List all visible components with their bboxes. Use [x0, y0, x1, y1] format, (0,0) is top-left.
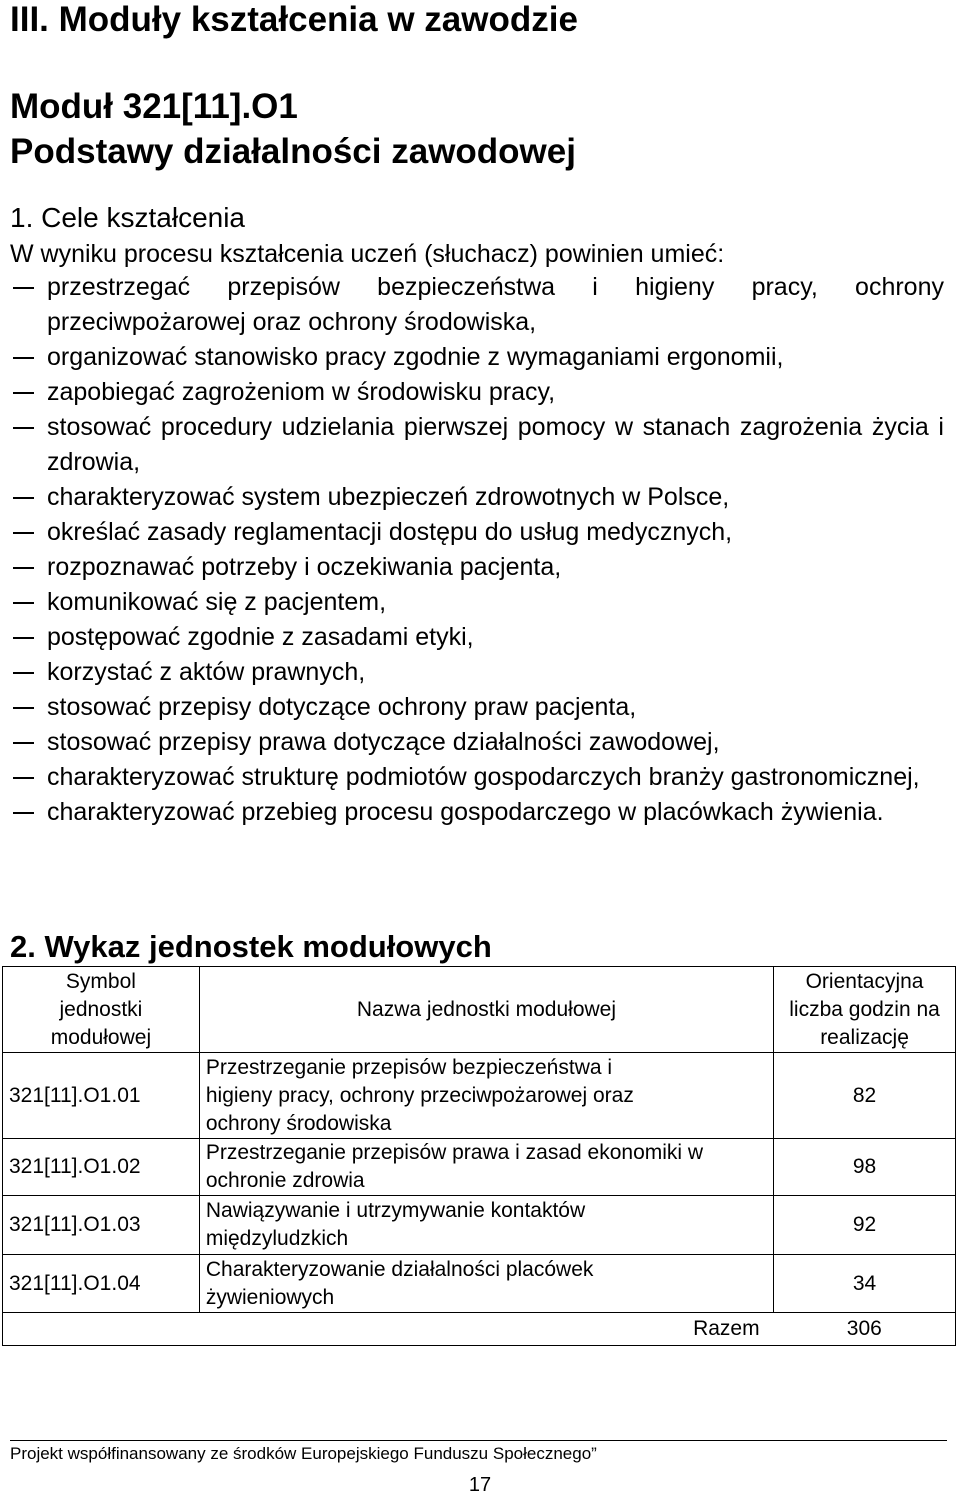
- dash-bullet: [13, 427, 34, 429]
- goal-text: stosować procedury udzielania pierwszej pomocy w stanach zagrożenia życia i zdrowia,: [47, 413, 944, 476]
- unit-hours: 98: [774, 1139, 956, 1196]
- goal-text: rozpoznawać potrzeby i oczekiwania pacjenta,: [47, 553, 562, 581]
- dash-bullet: [13, 357, 34, 359]
- goal-item: [10, 340, 944, 375]
- unit-symbol: 321[11].O1.04: [3, 1255, 200, 1313]
- unit-symbol: 321[11].O1.03: [3, 1196, 200, 1255]
- dash-bullet: [13, 392, 34, 394]
- goal-item: [10, 725, 944, 760]
- goal-item: [10, 655, 944, 690]
- dash-bullet: [13, 602, 34, 604]
- unit-name: Przestrzeganie przepisów bezpieczeństwa i higieny pracy, ochrony przeciwpożarowej oraz ochrony środowiska: [199, 1053, 773, 1139]
- goal-item: [10, 480, 944, 515]
- unit-symbol: 321[11].O1.02: [3, 1139, 200, 1196]
- goal-text: przestrzegać przepisów bezpieczeństwa i higieny pracy, ochrony przeciwpożarowej oraz ochrony środowiska,: [47, 273, 944, 336]
- dash-bullet: [13, 742, 34, 744]
- module-title: [10, 84, 576, 174]
- dash-bullet: [13, 707, 34, 709]
- table-row: [3, 1053, 956, 1139]
- dash-bullet: [13, 567, 34, 569]
- goal-text: stosować przepisy dotyczące ochrony praw pacjenta,: [47, 693, 637, 721]
- goals-list: [10, 270, 944, 830]
- dash-bullet: [13, 812, 34, 814]
- unit-name: Nawiązywanie i utrzymywanie kontaktów międzyludzkich: [199, 1196, 773, 1255]
- goal-text: charakteryzować system ubezpieczeń zdrowotnych w Polsce,: [47, 483, 730, 511]
- table-row: [3, 1139, 956, 1196]
- goal-text: charakteryzować strukturę podmiotów gospodarczych branży gastronomicznej,: [47, 763, 920, 791]
- module-name: Podstawy działalności zawodowej: [10, 132, 576, 171]
- unit-hours: 92: [774, 1196, 956, 1255]
- goal-item: [10, 585, 944, 620]
- goal-item: [10, 375, 944, 410]
- dash-bullet: [13, 497, 34, 499]
- footer-divider: [10, 1440, 947, 1441]
- modular-units-table: [2, 966, 956, 1346]
- total-value: 306: [774, 1313, 956, 1346]
- header-hours: Orientacyjna liczba godzin na realizację: [774, 967, 956, 1053]
- goal-item: [10, 690, 944, 725]
- goal-item: [10, 550, 944, 585]
- goal-text: charakteryzować przebieg procesu gospodarczego w placówkach żywienia.: [47, 798, 884, 826]
- goal-item: [10, 795, 944, 830]
- section-heading-units: 2. Wykaz jednostek modułowych: [10, 929, 492, 964]
- goal-item: [10, 270, 944, 340]
- unit-hours: 82: [774, 1053, 956, 1139]
- table-total-row: [3, 1313, 956, 1346]
- table-row: [3, 1196, 956, 1255]
- goal-text: zapobiegać zagrożeniom w środowisku pracy,: [47, 378, 556, 406]
- goal-text: postępować zgodnie z zasadami etyki,: [47, 623, 474, 651]
- goal-item: [10, 515, 944, 550]
- goal-text: określać zasady reglamentacji dostępu do usług medycznych,: [47, 518, 733, 546]
- dash-bullet: [13, 777, 34, 779]
- goal-text: organizować stanowisko pracy zgodnie z wymaganiami ergonomii,: [47, 343, 784, 371]
- total-label: Razem: [3, 1313, 774, 1346]
- dash-bullet: [13, 532, 34, 534]
- module-code: Moduł 321[11].O1: [10, 87, 298, 126]
- goal-text: korzystać z aktów prawnych,: [47, 658, 366, 686]
- unit-symbol: 321[11].O1.01: [3, 1053, 200, 1139]
- dash-bullet: [13, 287, 34, 289]
- goal-text: komunikować się z pacjentem,: [47, 588, 387, 616]
- unit-name: Charakteryzowanie działalności placówek żywieniowych: [199, 1255, 773, 1313]
- footer-text: Projekt współfinansowany ze środków Europejskiego Funduszu Społecznego”: [10, 1444, 597, 1463]
- dash-bullet: [13, 672, 34, 674]
- goals-intro: W wyniku procesu kształcenia uczeń (słuchacz) powinien umieć:: [10, 240, 725, 268]
- goal-item: [10, 760, 944, 795]
- page-number: 17: [468, 1474, 492, 1496]
- goal-item: [10, 410, 944, 480]
- dash-bullet: [13, 637, 34, 639]
- section-heading-goals: 1. Cele kształcenia: [10, 202, 246, 233]
- unit-name: Przestrzeganie przepisów prawa i zasad ekonomiki w ochronie zdrowia: [199, 1139, 773, 1196]
- chapter-heading: III. Moduły kształcenia w zawodzie: [10, 0, 578, 39]
- header-name: Nazwa jednostki modułowej: [199, 967, 773, 1053]
- table-header-row: [3, 967, 956, 1053]
- goal-text: stosować przepisy prawa dotyczące działalności zawodowej,: [47, 728, 720, 756]
- goal-item: [10, 620, 944, 655]
- header-symbol: Symbol jednostki modułowej: [3, 967, 200, 1053]
- table-row: [3, 1255, 956, 1313]
- unit-hours: 34: [774, 1255, 956, 1313]
